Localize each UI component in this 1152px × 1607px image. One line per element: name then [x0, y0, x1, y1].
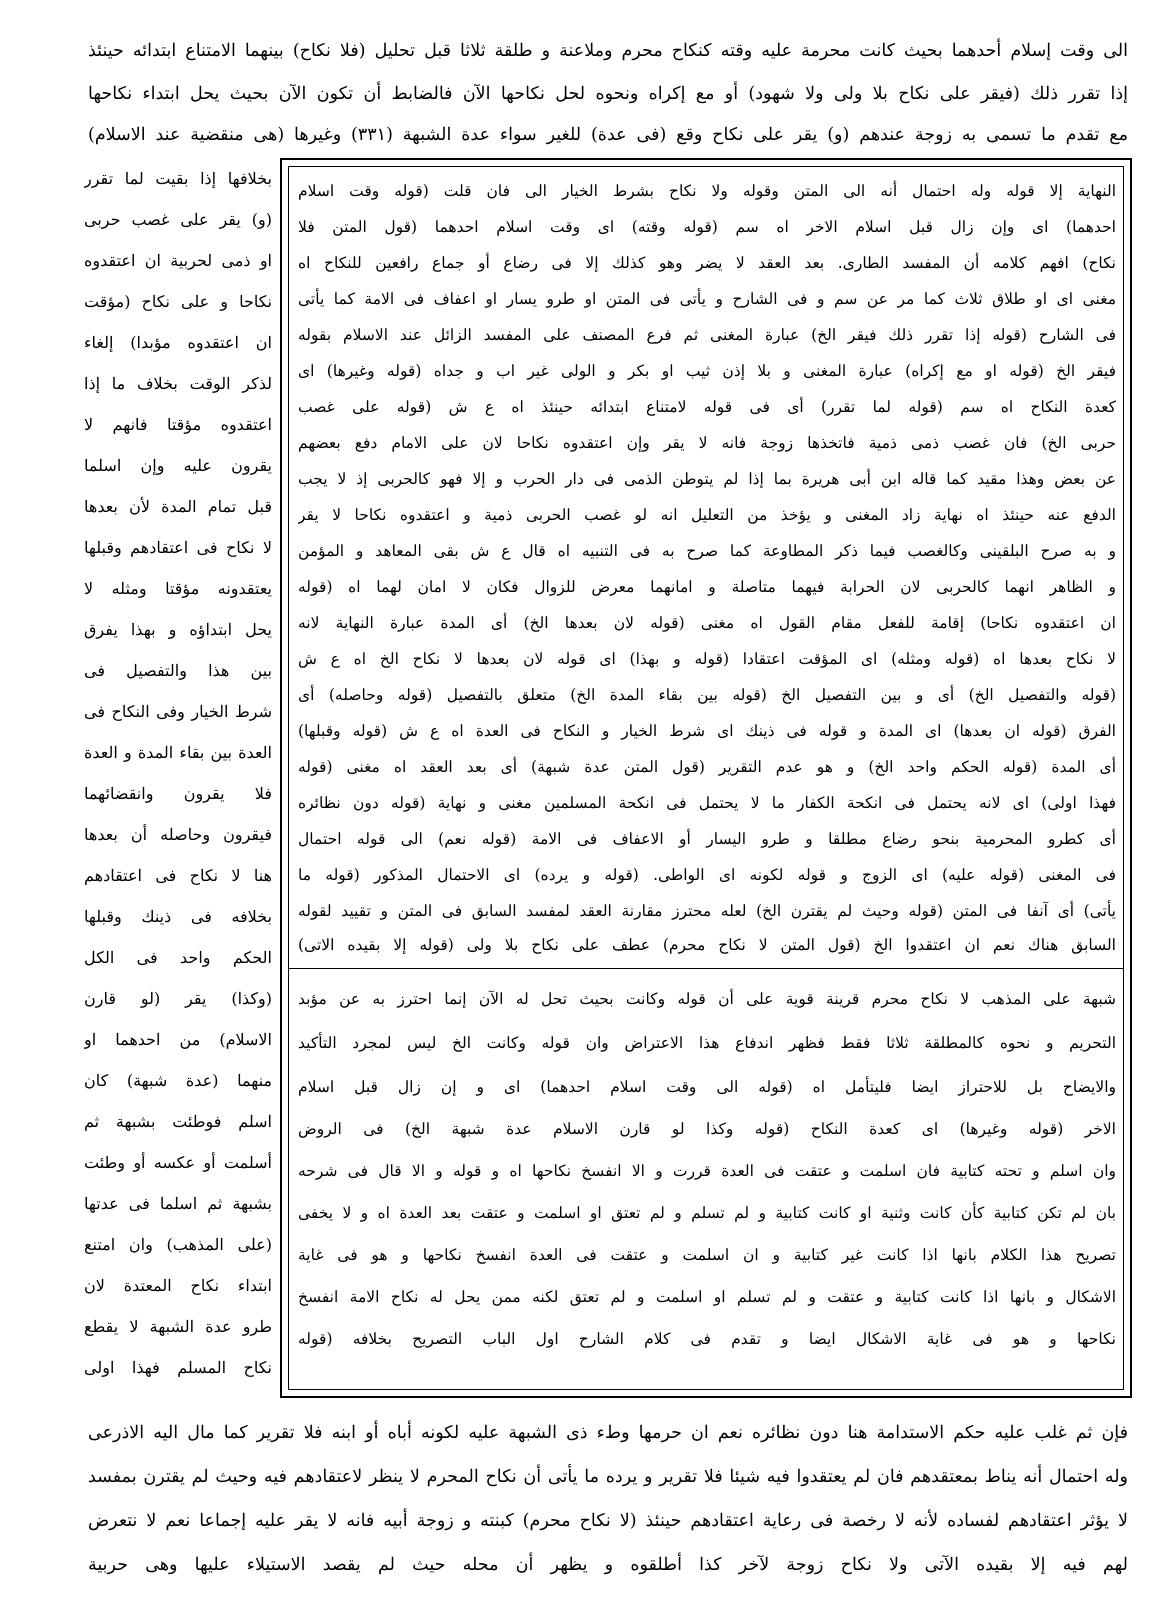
side-text-line: فلا يقرون وانقضائهما [84, 784, 272, 803]
side-text-line: يحل ابتداؤه و بهذا يفرق [84, 620, 272, 639]
commentary-line: الفرق (قوله ان بعدها) اى المدة و قوله فى ذينك اى شرط الخيار و النكاح فى العدة اه ع ش (قوله وقبلها) [298, 722, 1116, 740]
side-text-line: اعتقدوه مؤقتا فانهم لا [84, 415, 272, 434]
side-text-line: أسلمت أو عكسه أو وطئت [84, 1153, 272, 1172]
side-text-line: يقرون عليه وإن اسلما [84, 456, 272, 475]
commentary-line: الدفع عنه حينئذ اه نهاية زاد المغنى و يؤخذ من التعليل انه لو غصب الحربى ذمية و اعتقدوه نكاحا لا يقر [298, 506, 1116, 524]
commentary-line: فيقر الخ (قوله او مع إكراه) عبارة المغنى و بلا إذن ثيب او بكر و الولى غير اب و جداه (قوله وغيرها) اى [298, 362, 1116, 380]
main-text-line: لا يؤثر اعتقادهم لفساده لأنه لا رخصة فى رعاية اعتقادهم حينئذ (لا نكاح محرم) كبنته و زوجة أبيه فانه لا يقر عليه إجماعا نعم لا نتعرض [88, 1511, 1128, 1531]
side-text-line: بخلافه فى ذينك وقبلها [84, 907, 272, 926]
side-text-line: فيقرون وحاصله أن بعدها [84, 825, 272, 844]
commentary-line: حربى الخ) فان غصب ذمى ذمية فاتخذها زوجة فانه لا يقر وإن اعتقدوه نكاحا لان على الامام دفع بعضهم [298, 434, 1116, 452]
commentary-line: نكاح) افهم كلامه أن المفسد الطارى. بعد العقد لا يضر وهو كذلك إلا فى رضاع أو جماع رافعين للنكاح اه [298, 254, 1116, 272]
main-text-line: مع تقدم ما تسمى به زوجة عندهم (و) يقر على نكاح وقع (فى عدة) للغير سواء عدة الشبهة (٣٣١) وغيرها (هى منقضية عند الاسلام) [88, 125, 1128, 145]
commentary-line: مغنى اى او طلاق ثلاث كما مر عن سم و فى الشارح و يأتى فى المتن او طرو يسار او اعفاف فى الامة كما يأتى [298, 290, 1116, 308]
commentary-line: ان اعتقدوه نكاحا) إقامة للفعل مقام القول اه مغنى (قوله لان بعدها الخ) أى المدة عبارة النهاية لانه [298, 614, 1116, 632]
side-text-line: نكاحا و على نكاح (مؤقت [84, 292, 272, 311]
side-text-line: هنا لا نكاح فى اعتقادهم [84, 866, 272, 885]
commentary-line: فى الشارح (قوله إذا تقرر ذلك فيقر الخ) عبارة المغنى ثم فرع المصنف على المفسد الزائل عند الاسلام بقوله [298, 326, 1116, 344]
main-text-side-column [84, 158, 272, 1398]
main-text-line: الى وقت إسلام أحدهما بحيث كانت محرمة عليه وقته كنكاح محرم وملاعنة و طلقة ثلاثا قبل تحليل (فلا نكاح) بينهما الامتناع ابتدائه حينئذ [88, 41, 1128, 61]
side-text-line: (و) يقر على غصب حربى [84, 210, 272, 229]
side-text-line: (وكذا) يقر (لو قارن [84, 989, 272, 1008]
side-text-line: ان اعتقدوه مؤبدا) إلغاء [84, 333, 272, 352]
main-text-line: وله احتمال أنه يناط بمعتقدهم فان لم يعتقدوا فيه شيئا فلا تقرير و يرده ما يأتى أن نكاح المحرم لا ينظر لاعتقادهم فيه وحيث لم يقترن بمفسد [88, 1467, 1128, 1487]
commentary-line: تصريح هذا الكلام بانها اذا كانت غير كتابية و ان اسلمت و عتقت فى العدة انفسخ نكاحها و هو فى غاية [298, 1246, 1116, 1264]
side-text-line: قبل تمام المدة لأن بعدها [84, 497, 272, 516]
commentary-line: فهذا اولى) اى لانه يحتمل فى انكحة الكفار ما لا يحتمل فى انكحة المسلمين مغنى و نهاية (قوله دون نظائره [298, 794, 1116, 812]
commentary-line: نكاحها و هو فى غاية الاشكال ايضا و تقدم فى كلام الشارح اول الباب التصريح بخلافه (قوله [298, 1330, 1116, 1348]
side-text-line: بين هذا والتفصيل فى [84, 661, 272, 680]
side-text-line: اسلم فوطئت بشبهة ثم [84, 1112, 272, 1131]
commentary-line: شبهة على المذهب لا نكاح محرم قرينة قوية على أن قوله وكانت بحيث تحل له الآن إنما احترز به عن مؤبد [298, 990, 1116, 1008]
commentary-line: يأتى) أى آنفا فى المتن (قوله وحيث لم يقترن الخ) لعله محترز مقارنة العقد لمفسد السابق فى المتن و تقييد لقوله [298, 902, 1116, 920]
side-text-line: بخلافها إذا بقيت لما تقرر [84, 169, 272, 188]
side-text-line: العدة بين بقاء المدة و العدة [84, 743, 272, 762]
side-text-line: لذكر الوقت بخلاف ما إذا [84, 374, 272, 393]
side-text-line: (على المذهب) وان امتنع [84, 1235, 272, 1254]
side-text-line: نكاح المسلم فهذا اولى [84, 1358, 272, 1377]
commentary-line: التحريم و نحوه كالمطلقة ثلاثا فقط فظهر اندفاع هذا الاعتراض وان قوله وكانت الخ ليس لمجرد التأكيد [298, 1034, 1116, 1052]
main-text-line: إذا تقرر ذلك (فيقر على نكاح بلا ولى ولا شهود) أو مع إكراه ونحوه لحل نكاحها الآن فالضابط أن تكون الآن بحيث يحل ابتداء نكاحها [88, 84, 1128, 104]
side-text-line: لا نكاح فى اعتقادهم وقبلها [84, 538, 272, 557]
commentary-line: الاخر (قوله وغيرها) اى كعدة النكاح (قوله وكذا لو قارن الاسلام عدة شبهة الخ) فى الروض [298, 1120, 1116, 1138]
commentary-line: فى المغنى (قوله عليه) اى الزوج و قوله لكونه اى الواطى. (قوله و يرده) اى الاحتمال المذكور (قوله ما [298, 866, 1116, 884]
commentary-line: السابق هناك نعم ان اعتقدوا الخ (قول المتن لا نكاح محرم) عطف على نكاح بلا ولى (قوله إلا بقيده الاتى) [298, 936, 1116, 954]
commentary-line: بان لم تكن كتابية كأن كانت وثنية او كانت كتابية و لم تسلم و لم تعتق او اسلمت و عتقت بعد العدة اه و لا يخفى [298, 1204, 1116, 1222]
commentary-line: النهاية إلا قوله وله احتمال أنه الى المتن وقوله ولا نكاح بشرط الخيار الى فان قلت (قوله وقت اسلام [298, 182, 1116, 200]
commentary-line: والايضاح بل للاحتراز ايضا فليتأمل اه (قوله الى وقت اسلام احدهما) اى و إن زال قبل اسلام [298, 1078, 1116, 1096]
side-text-line: منهما (عدة شبهة) كان [84, 1071, 272, 1090]
side-text-line: الحكم واحد فى الكل [84, 948, 272, 967]
main-text-line: لهم فيه إلا بقيده الآتى ولا نكاح زوجة لآخر كذا أطلقوه و يظهر أن محله حيث لم يقصد الاستيلاء عليها وهى حربية [88, 1555, 1128, 1575]
side-text-line: بشبهة ثم اسلما فى عدتها [84, 1194, 272, 1213]
commentary-line: أى كطرو المحرمية بنحو رضاع مطلقا و طرو اليسار أو الاعفاف فى الامة (قوله نعم) الى قوله احتمال [298, 830, 1116, 848]
commentary-divider [288, 968, 1124, 969]
side-text-line: شرط الخيار وفى النكاح فى [84, 702, 272, 721]
commentary-line: و به صرح البلقينى وكالغصب فيما ذكر المطاوعة كما صرح به فى التنبيه اه قال ع ش بقى المعاهد و المؤمن [298, 542, 1116, 560]
commentary-line: (قوله والتفصيل الخ) أى و بين التفصيل الخ (قوله بين بقاء المدة الخ) متعلق بالتفصيل (قوله وحاصله) أى [298, 686, 1116, 704]
commentary-line: الاشكال و بانها اذا كانت كتابية و عتقت و لم تسلم او اسلمت و لم تعتق لكنه ممن يحل له نكاح الامة انفسخ [298, 1288, 1116, 1306]
side-text-line: ابتداء نكاح المعتدة لان [84, 1276, 272, 1295]
commentary-line: أى المدة (قوله الحكم واحد الخ) و هو عدم التقرير (قول المتن عدة شبهة) أى بعد العقد اه مغنى (قوله [298, 758, 1116, 776]
side-text-line: الاسلام) من احدهما او [84, 1030, 272, 1049]
main-text-line: فإن ثم غلب عليه حكم الاستدامة هنا دون نظائره نعم ان حرمها وطء ذى الشبهة عليه لكونه أباه أو ابنه فلا تقرير كما مال اليه الاذرعى [88, 1423, 1128, 1443]
side-text-line: او ذمى لحربية ان اعتقدوه [84, 251, 272, 270]
commentary-box-upper [298, 172, 1116, 962]
commentary-line: و الظاهر انهما كالحربى لان الحرابة فيهما متاصلة و امانهما معرض للزوال فكان لا امان لهما اه (قوله [298, 578, 1116, 596]
commentary-line: لا نكاح بعدها اه (قوله ومثله) اى المؤقت اعتقادا (قوله و بهذا) اى قوله لان بعدها لا نكاح الخ اه ع ش [298, 650, 1116, 668]
commentary-line: احدهما) اى وإن زال قبل اسلام الاخر اه سم (قوله وقته) اى وقت اسلام احدهما (قول المتن فلا [298, 218, 1116, 236]
commentary-line: وان اسلم و تحته كتابية فان اسلمت و عتقت فى العدة قررت و الا انفسخ نكاحها اه و قوله و الا قال فى شرحه [298, 1162, 1116, 1180]
side-text-line: يعتقدونه مؤقتا ومثله لا [84, 579, 272, 598]
commentary-box-lower [298, 978, 1116, 1378]
side-text-line: طرو عدة الشبهة لا يقطع [84, 1317, 272, 1336]
commentary-line: عن بعض وهذا مقيد كما قاله ابن أبى هريرة بما إذا لم يتوطن الذمى فى دار الحرب و إلا فهو كالحربى إذ لا يجب [298, 470, 1116, 488]
commentary-line: كعدة النكاح اه سم (قوله لما تقرر) أى فى قوله لامتناع ابتدائه حينئذ اه ع ش (قوله على غصب [298, 398, 1116, 416]
